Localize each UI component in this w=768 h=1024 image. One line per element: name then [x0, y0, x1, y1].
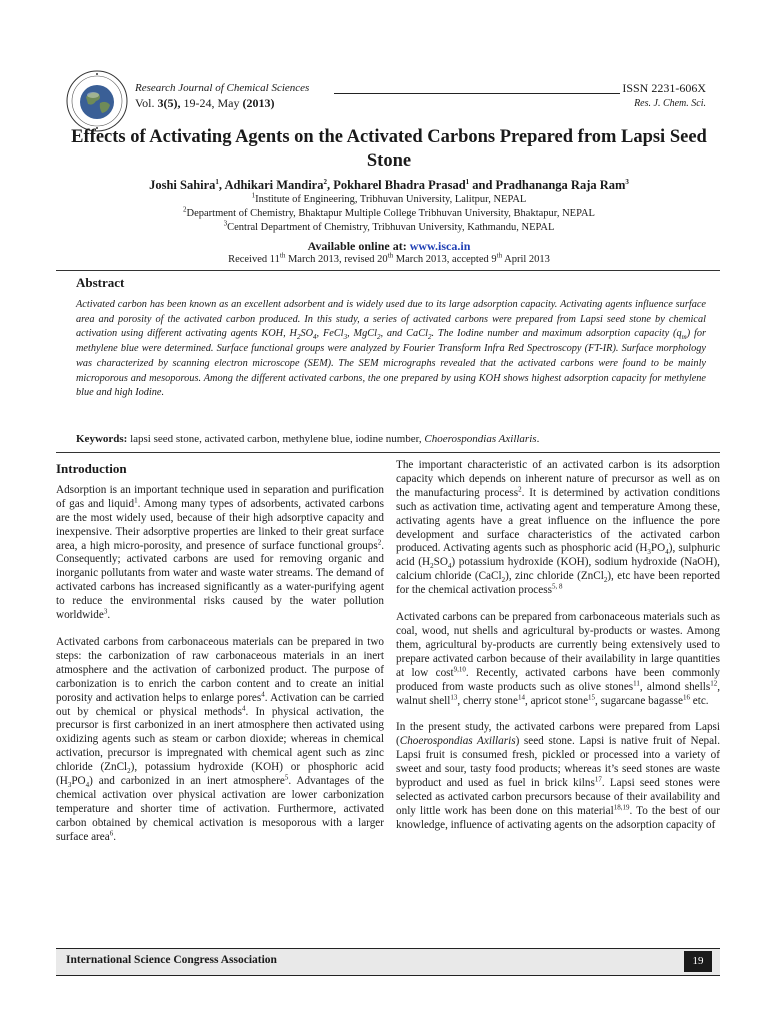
introduction-heading: Introduction: [56, 461, 127, 476]
received-text: Received 11: [228, 254, 280, 265]
received-dates: [60, 251, 718, 265]
author-name: Pradhananga Raja Ram: [495, 178, 626, 192]
affiliation: [60, 205, 718, 219]
paragraph: Adsorption is an important technique used in separation and purification of gas and liquid$^1$. Among many types of adsorbents, activated carbons are the most widely used, because of their high adsorptive capacity and inexpensive. Their adsorptive properties are linked to their great surface area, a high micro-porosity, and presence of surface functional groups$^2$. Consequently; activated carbons are used for removing organic and inorganic pollutants from water and waste water streams. The demand of activated carbons has increased significantly as a water-purifying agent to reduce the environmental risks caused by the water pollution worldwide$^3$.: [56, 483, 384, 622]
author-name: Pokharel Bhadra Prasad: [333, 178, 466, 192]
author-list: Joshi Sahira$^1$, Adhikari Mandira$^2$, Pokharel Bhadra Prasad$^1$ and Pradhananga Raja Ram$^3$: [149, 177, 629, 192]
paragraph: Activated carbons from carbonaceous materials can be prepared in two steps: the carbonization of raw carbonaceous materials in an inert atmosphere and the activation of carbonized product. The purpose of carbonization is to enrich the carbon content and to create an initial porosity and activation helps to enlarge pores$^4$. Activation can be carried out by chemical or physical methods$^4$. In physical activation, the precursor is first carbonized in an inert atmosphere then activated using oxidizing agents such as steam or carbon dioxide; whereas in chemical activation, precursor is impregnated with chemical agent such as zinc chloride (ZnCl$_2$), potassium hydroxide (KOH) or phosphoric acid $(H_3PO_4)$ and carbonized in an inert atmosphere$^5$. Advantages of the chemical activation over physical activation are lower carbonization temperature and shorter time of activation. Furthermore, activated carbon obtained by chemical activation is mesoporous with a larger surface area$^6$.: [56, 635, 384, 843]
affiliation: [60, 191, 718, 205]
keywords-text: lapsi seed stone, activated carbon, methylene blue, iodine number,: [127, 433, 425, 445]
left-column: [56, 462, 384, 858]
author-aff: 2: [323, 177, 327, 186]
author-name: Adhikari Mandira: [224, 178, 324, 192]
issn: ISSN 2231-606X: [622, 81, 706, 95]
volume-number: 3(5),: [157, 96, 181, 110]
author-aff: 1: [215, 177, 219, 186]
journal-logo: [66, 70, 128, 132]
pages-date: 19-24, May: [183, 96, 240, 110]
affiliation: [60, 219, 718, 233]
accepted-date: April 2013: [502, 254, 550, 265]
paragraph: In the present study, the activated carbons were prepared from Lapsi (Choerospondias Axillaris) seed stone. Lapsi is native fruit of Nepal. Lapsi fruit is consumed fresh, pickled or processed into a variety of sweet and sour, tasty food products; whereas it’s seed stones are waste byproduct and used as fuel in brick kilns$^{17}$. Lapsi seed stones were selected as activated carbon precursors because of their availability and only little work has been done on this material$^{18,19}$. To the best of our knowledge, influence of activating agents on the adsorption capacity of: [396, 721, 721, 831]
footer-association: International Science Congress Association: [66, 954, 277, 966]
aff-num: 2: [183, 205, 187, 214]
journal-name: Research Journal of Chemical Sciences: [135, 82, 310, 94]
accepted-text: March 2013, accepted 9: [393, 254, 497, 265]
aff-text: Institute of Engineering, Tribhuvan University, Lalitpur, NEPAL: [255, 194, 527, 205]
journal-abbreviation: Res. J. Chem. Sci.: [634, 98, 706, 109]
paragraph: The important characteristic of an activated carbon is its adsorption capacity which depends on inherent nature of precursor as well as on the manufacturing process$^2$. It is determined by activation conditions such as activation time, activating agent and temperature Among these, activating agents have a great influence on the influence the pore development and surface characteristics of the activated carbon produced. Activating agents such as phosphoric acid $(H_3PO_4)$, sulphuric acid $(H_2SO_4)$ potassium hydroxide (KOH), sodium hydroxide (NaOH), calcium chloride (CaCl$_2$), zinc chloride (ZnCl$_2$), etc have been reported for the chemical activation process$^{5, 8}$: [396, 459, 720, 597]
right-column: [396, 459, 720, 846]
journal-url-link[interactable]: www.isca.in: [409, 239, 471, 253]
keywords-species: Choerospondias Axillaris: [424, 433, 537, 445]
abstract-text: Activated carbon has been known as an excellent adsorbent and is widely used due to its large adsorption capacity. Activating agents influence surface area and porosity of the activated carbon produced. In this study, a series of activated carbons were prepared from Lapsi seed stone by chemical activation using different activating agents KOH, $H_2SO_4$, FeCl$_3$, MgCl$_2$, and CaCl$_2$. The Iodine number and maximum adsorption capacity $(q_m)$ for methylene blue were determined. Surface functional groups were analyzed by Fourier Transform Infra Red Spectroscopy (FT-IR). Surface morphology was characterized by scanning electron microscope (SEM). The SEM micrographs revealed that the activated carbons were found to be mainly microporous and mesoporous. Among the different activated carbons, the one prepared by using KOH shows highest adsorption capacity for methylene blue and high Iodine.: [76, 299, 706, 399]
keywords: Keywords: lapsi seed stone, activated carbon, methylene blue, iodine number, Choerospondias Axillaris.: [76, 433, 540, 445]
page-number: 19: [684, 951, 712, 972]
volume-prefix: Vol.: [135, 96, 155, 110]
accepted-sup: th: [496, 251, 503, 260]
paragraph: Activated carbons can be prepared from carbonaceous materials such as coal, wood, nut shells and agricultural by-products or wastes. Among them, agricultural by-products are currently being extensively used to prepare activated carbon because of their availability in large quantities at low cost$^{9,10}$. Recently, activated carbons have been commonly produced from waste products such as olive stones$^{11}$, almond shells$^{12}$, walnut shell$^{13}$, cherry stone$^{14}$, apricot stone$^{15}$, sugarcane bagasse$^{16}$ etc.: [396, 611, 720, 707]
abstract-top-rule: [56, 270, 720, 271]
keywords-label: Keywords:: [76, 433, 128, 445]
revised-text: March 2013, revised 20: [285, 254, 388, 265]
author-name: Joshi Sahira: [149, 178, 216, 192]
aff-text: Central Department of Chemistry, Tribhuvan University, Kathmandu, NEPAL: [227, 222, 555, 233]
revised-sup: th: [387, 251, 394, 260]
available-label: Available online at:: [307, 239, 407, 253]
footer-bar: [56, 948, 720, 976]
author-aff: 3: [625, 177, 629, 186]
keywords-bottom-rule: [56, 452, 720, 453]
aff-num: 3: [223, 219, 228, 228]
abstract-heading: Abstract: [76, 275, 125, 290]
year: (2013): [242, 96, 275, 110]
header-rule: [334, 93, 620, 94]
aff-text: Department of Chemistry, Bhaktapur Multiple College Tribhuvan University, Bhaktapur, NEPAL: [186, 208, 595, 219]
author-aff: 1: [465, 177, 470, 186]
received-sup: th: [279, 251, 286, 260]
volume-info: [135, 96, 274, 111]
aff-num: 1: [251, 191, 256, 200]
paper-title: Effects of Activating Agents on the Activated Carbons Prepared from Lapsi Seed Stone: [71, 127, 707, 171]
